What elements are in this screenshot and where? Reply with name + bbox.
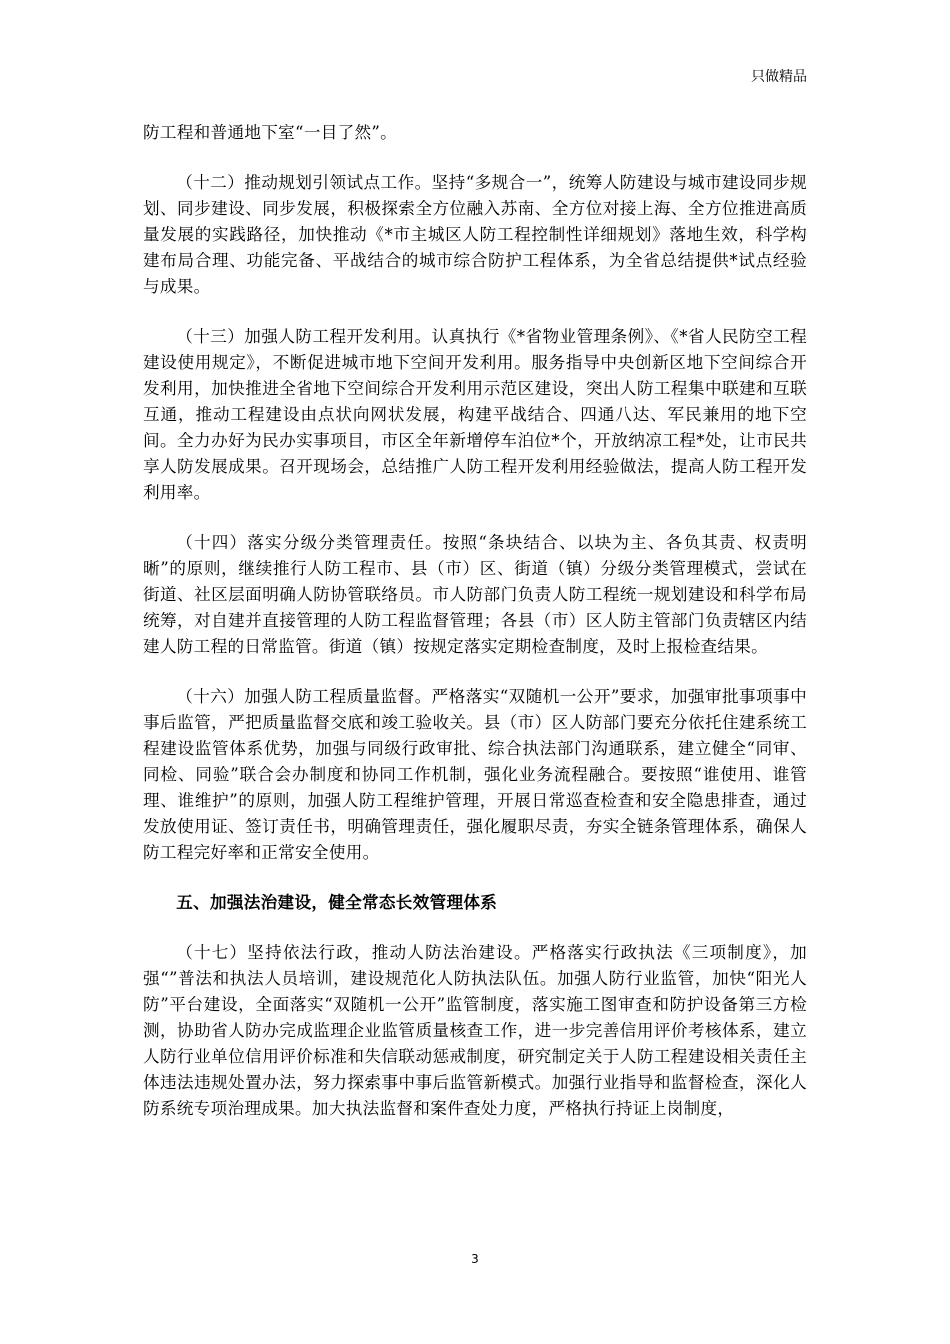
page-header: 只做精品: [751, 69, 807, 85]
paragraph-16: （十六）加强人防工程质量监督。严格落实“双随机一公开”要求，加强审批事项事中事后监管，严把质量监督交底和竣工验收关。县（市）区人防部门要充分依托住建系统工程建设监管体系优势，加强与同级行政审批、综合执法部门沟通联系，建立健全“同审、同检、同验”联合会办制度和协同工作机制，强化业务流程融合。要按照“谁使用、谁管理、谁维护”的原则，加强人防工程维护管理，开展日常巡查检查和安全隐患排查，通过发放使用证、签订责任书，明确管理责任，强化履职尽责，夯实全链条管理体系，确保人防工程完好率和正常安全使用。: [143, 687, 807, 862]
paragraph-14: （十四）落实分级分类管理责任。按照“条块结合、以块为主、各负其责、权责明晰”的原则，继续推行人防工程市、县（市）区、街道（镇）分级分类管理模式，尝试在街道、社区层面明确人防协管联络员。市人防部门负责人防工程统一规划建设和科学布局统筹，对自建并直接管理的人防工程监督管理；各县（市）区人防主管部门负责辖区内结建人防工程的日常监管。街道（镇）按规定落实定期检查制度，及时上报检查结果。: [143, 533, 807, 656]
paragraph-12: （十二）推动规划引领试点工作。坚持“多规合一”，统筹人防建设与城市建设同步规划、同步建设、同步发展，积极探索全方位融入苏南、全方位对接上海、全方位推进高质量发展的实践路径，加快推动《*市主城区人防工程控制性详细规划》落地生效，科学构建布局合理、功能完备、平战结合的城市综合防护工程体系，为全省总结提供*试点经验与成果。: [143, 173, 807, 296]
section-heading: 五、加强法治建设，健全常态长效管理体系: [176, 893, 498, 912]
paragraph-continuation: 防工程和普通地下室“一目了然”。: [143, 123, 398, 142]
document-body: [143, 120, 807, 1146]
page-number: 3: [471, 1252, 479, 1266]
paragraph-17: （十七）坚持依法行政，推动人防法治建设。严格落实行政执法《三项制度》，加强“”普法和执法人员培训，建设规范化人防执法队伍。加强人防行业监管，加快“阳光人防”平台建设，全面落实“双随机一公开”监管制度，落实施工图审查和防护设备第三方检测，协助省人防办完成监理企业监管质量核查工作，进一步完善信用评价考核体系，建立人防行业单位信用评价标准和失信联动惩戒制度，研究制定关于人防工程建设相关责任主体违法违规处置办法，努力探索事中事后监管新模式。加强行业指导和监督检查，深化人防系统专项治理成果。加大执法监督和案件查处力度，严格执行持证上岗制度，: [143, 943, 807, 1118]
paragraph-13: （十三）加强人防工程开发利用。认真执行《*省物业管理条例》、《*省人民防空工程建设使用规定》，不断促进城市地下空间开发利用。服务指导中央创新区地下空间综合开发利用，加快推进全省地下空间综合开发利用示范区建设，突出人防工程集中联建和互联互通，推动工程建设由点状向网状发展，构建平战结合、四通八达、军民兼用的地下空间。全力办好为民办实事项目，市区全年新增停车泊位*个，开放纳凉工程*处，让市民共享人防发展成果。召开现场会，总结推广人防工程开发利用经验做法，提高人防工程开发利用率。: [143, 327, 807, 502]
